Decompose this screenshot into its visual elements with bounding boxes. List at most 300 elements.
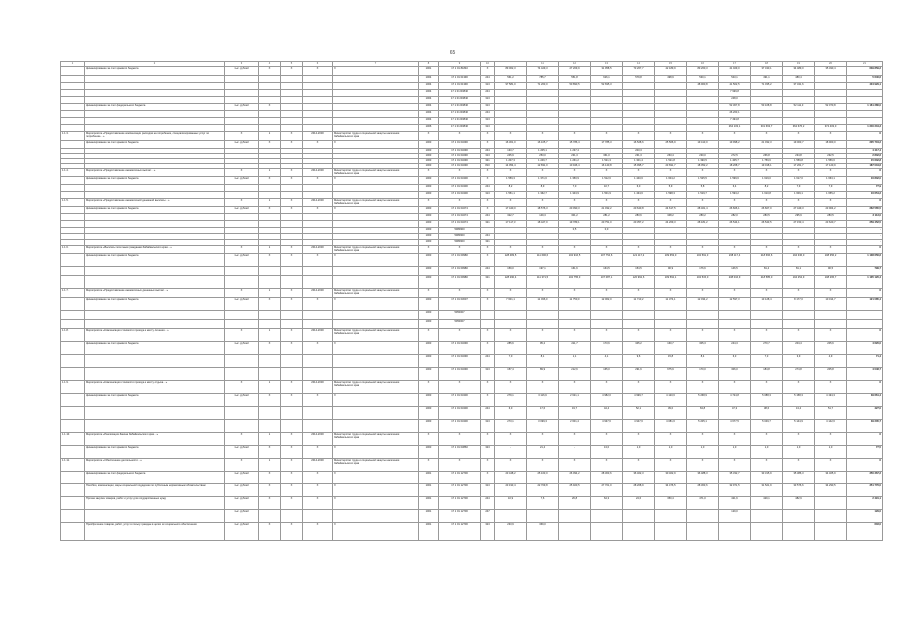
year-value-cell: Х <box>783 381 815 394</box>
period-cell: 2014-2030 <box>303 381 333 394</box>
unit-cell <box>225 311 259 320</box>
item-number-cell <box>61 90 85 97</box>
section-code-cell: 1003 <box>419 240 439 246</box>
total-cell: 1 105 120,4 <box>847 276 883 289</box>
total-cell: - <box>847 228 883 234</box>
year-value-cell <box>783 523 815 541</box>
year-value-cell: 204,4 <box>783 342 815 355</box>
column-number-cell: 3 <box>225 62 259 67</box>
year-value-cell: Х <box>495 459 527 472</box>
year-value-cell: 10,7 <box>591 185 623 192</box>
col4-cell <box>259 214 281 221</box>
total-cell: - <box>847 234 883 240</box>
year-value-cell: Х <box>655 246 687 254</box>
unit-cell: тыс. рублей <box>225 394 259 407</box>
year-value-cell <box>623 320 655 329</box>
year-value-cell: Х <box>719 132 751 141</box>
target-code-cell: 17 1 01 12700 <box>439 472 481 484</box>
expense-code-cell: 244 <box>481 149 495 154</box>
year-value-cell: Х <box>751 169 783 177</box>
item-number-cell <box>61 111 85 118</box>
col4-cell: 1 <box>259 381 281 394</box>
year-value-cell: 8,9 <box>527 185 559 192</box>
year-value-cell: Х <box>623 169 655 177</box>
year-value-cell <box>527 311 559 320</box>
section-code-cell: 1004 <box>419 90 439 97</box>
year-value-cell <box>495 510 527 523</box>
total-cell: 2 832,6 <box>847 154 883 159</box>
year-value-cell: Х <box>527 169 559 177</box>
year-value-cell: 17 440,0 <box>495 207 527 214</box>
year-value-cell <box>527 90 559 97</box>
year-value-cell <box>623 118 655 125</box>
year-value-cell: Х <box>623 132 655 141</box>
year-value-cell <box>783 320 815 329</box>
year-value-cell: 482,9 <box>783 497 815 510</box>
section-code-cell: 1004 <box>419 76 439 83</box>
expense-code-cell: Х <box>481 342 495 355</box>
item-number-cell <box>61 298 85 311</box>
year-value-cell <box>591 90 623 97</box>
year-value-cell: 203,3 <box>623 149 655 154</box>
year-value-cell: Х <box>719 329 751 342</box>
period-cell: 2014-2030 <box>303 199 333 207</box>
table-row <box>61 199 883 207</box>
target-code-cell: 17 1 01 03400 <box>439 407 481 420</box>
year-value-cell: Х <box>559 329 591 342</box>
year-value-cell: 6,0 <box>495 407 527 420</box>
year-value-cell: 31 958,5 <box>591 67 623 76</box>
col4-cell: 1 <box>259 199 281 207</box>
target-code-cell: 17 1 01 03400 <box>439 185 481 192</box>
year-value-cell: Х <box>719 381 751 394</box>
year-value-cell: Х <box>655 199 687 207</box>
year-value-cell: 5 158,3 <box>783 394 815 407</box>
year-value-cell: 149,3 <box>527 214 559 221</box>
description-cell <box>85 192 225 199</box>
total-cell: 1 108 656,6 <box>847 254 883 267</box>
total-cell <box>847 311 883 320</box>
year-value-cell: Х <box>815 433 847 446</box>
target-code-cell: Х <box>439 433 481 446</box>
target-code-cell: 5050007 <box>439 320 481 329</box>
expense-code-cell: Х <box>481 207 495 214</box>
col5-cell: Х <box>281 472 303 484</box>
year-value-cell <box>559 311 591 320</box>
unit-cell <box>225 97 259 104</box>
table-row <box>61 97 883 104</box>
year-value-cell: 4 999,7 <box>623 394 655 407</box>
item-number-cell <box>61 420 85 433</box>
year-value-cell: 21,4 <box>527 446 559 459</box>
period-cell: 2014-2030 <box>303 459 333 472</box>
table-row <box>61 90 883 97</box>
col4-cell <box>259 311 281 320</box>
description-cell: финансирование за счет краевого бюджета <box>85 67 225 76</box>
expense-code-cell: Х <box>481 246 495 254</box>
year-value-cell: 159,0 <box>495 267 527 276</box>
year-value-cell: Х <box>751 246 783 254</box>
year-value-cell: 26,8 <box>559 497 591 510</box>
table-row <box>61 254 883 267</box>
year-value-cell <box>591 311 623 320</box>
year-value-cell: 18 900,0 <box>815 141 847 149</box>
item-number-cell: 1.1.6. <box>61 246 85 254</box>
expense-code-cell: 313 <box>481 192 495 199</box>
section-code-cell: Х <box>419 433 439 446</box>
year-value-cell: 283,6 <box>623 214 655 221</box>
target-code-cell: 5050007 <box>439 311 481 320</box>
section-code-cell: 1003 <box>419 177 439 185</box>
expense-code-cell: 313 <box>481 368 495 381</box>
year-value-cell: 20 090,3 <box>559 207 591 214</box>
section-code-cell: 1003 <box>419 154 439 159</box>
total-cell: 4 620,0 <box>847 342 883 355</box>
year-value-cell: 491,1 <box>751 76 783 83</box>
total-cell: 427,0 <box>847 407 883 420</box>
year-value-cell: 102 916,5 <box>559 254 591 267</box>
period-cell <box>303 118 333 125</box>
year-value-cell: 1 512,6 <box>591 177 623 185</box>
expense-code-cell: Х <box>481 199 495 207</box>
expense-code-cell: 247 <box>481 510 495 523</box>
responsible-cell <box>333 90 419 97</box>
year-value-cell: 305,3 <box>687 342 719 355</box>
year-value-cell: 20 640,8 <box>623 207 655 214</box>
description-cell <box>85 125 225 132</box>
year-value-cell: 37 430,1 <box>751 67 783 76</box>
year-value-cell <box>591 118 623 125</box>
period-cell: Х <box>303 523 333 541</box>
year-value-cell: 64,3 <box>591 497 623 510</box>
column-number-cell: 17 <box>719 62 751 67</box>
year-value-cell: 89,9 <box>527 368 559 381</box>
year-value-cell: 133,7 <box>495 149 527 154</box>
year-value-cell: 350,4 <box>655 497 687 510</box>
section-code-cell: 1004 <box>419 83 439 90</box>
year-value-cell: 626,1 <box>591 76 623 83</box>
period-cell: Х <box>303 484 333 497</box>
year-value-cell: 12 831,0 <box>527 164 559 169</box>
target-code-cell: 17 1 01 03290 <box>439 154 481 159</box>
item-number-cell <box>61 104 85 111</box>
target-code-cell: 17 1 01 12700 <box>439 523 481 541</box>
responsible-cell: Министерство труда и социальной защиты населения Забайкальского края <box>333 381 419 394</box>
table-row <box>61 221 883 228</box>
period-cell: Х <box>303 207 333 214</box>
year-value-cell <box>815 497 847 510</box>
item-number-cell <box>61 320 85 329</box>
year-value-cell: 90,9 <box>655 267 687 276</box>
unit-cell: Х <box>225 381 259 394</box>
year-value-cell <box>559 104 591 111</box>
item-number-cell: 1.1.9. <box>61 381 85 394</box>
year-value-cell: Х <box>751 329 783 342</box>
table-row <box>61 510 883 523</box>
table-row <box>61 207 883 214</box>
year-value-cell <box>783 90 815 97</box>
responsible-cell: Х <box>333 497 419 510</box>
target-code-cell: 17 1 01 03290 <box>439 149 481 154</box>
table-row <box>61 342 883 355</box>
unit-cell: тыс. рублей <box>225 342 259 355</box>
section-code-cell: 1003 <box>419 342 439 355</box>
year-value-cell: 1 609,1 <box>783 192 815 199</box>
year-value-cell: 230,0 <box>687 154 719 159</box>
unit-cell <box>225 221 259 228</box>
year-value-cell: Х <box>719 169 751 177</box>
budget-table <box>60 61 883 541</box>
year-value-cell: 1 261,2 <box>559 159 591 164</box>
year-value-cell: 194 336,0 <box>783 254 815 267</box>
year-value-cell: 282,0 <box>719 214 751 221</box>
responsible-cell: Х <box>333 523 419 541</box>
year-value-cell: 95,2 <box>527 342 559 355</box>
year-value-cell: 4 947,6 <box>623 420 655 433</box>
year-value-cell: 274,8 <box>783 368 815 381</box>
year-value-cell: 348,2 <box>655 214 687 221</box>
year-value-cell: 5 205,1 <box>687 420 719 433</box>
year-value-cell: 421,6 <box>719 497 751 510</box>
year-value-cell: 108 265,7 <box>815 276 847 289</box>
period-cell <box>303 320 333 329</box>
year-value-cell: 71 263,0 <box>527 83 559 90</box>
unit-cell <box>225 83 259 90</box>
year-value-cell <box>591 320 623 329</box>
year-value-cell: 52 307,8 <box>719 104 751 111</box>
table-row <box>61 497 883 510</box>
year-value-cell: 23 448,2 <box>495 472 527 484</box>
target-code-cell: 17 1 01 03860 <box>439 446 481 459</box>
total-cell: 262 565,5 <box>847 207 883 214</box>
description-cell: Мероприятие «Предоставление ежемесячных денежных выплат…» <box>85 289 225 298</box>
year-value-cell: 1 246,7 <box>527 159 559 164</box>
total-cell: 187 034,6 <box>847 164 883 169</box>
responsible-cell <box>333 368 419 381</box>
year-value-cell: 1,0 <box>815 446 847 459</box>
year-value-cell: 32 971,5 <box>719 484 751 497</box>
table-row <box>61 169 883 177</box>
unit-cell: тыс. рублей <box>225 177 259 185</box>
unit-cell <box>225 267 259 276</box>
year-value-cell: 31 521,9 <box>751 484 783 497</box>
year-value-cell: 33 315,9 <box>751 472 783 484</box>
column-number-cell: 21 <box>847 62 883 67</box>
col4-cell <box>259 368 281 381</box>
year-value-cell: Х <box>591 433 623 446</box>
year-value-cell: 7,9 <box>783 185 815 192</box>
year-value-cell <box>687 111 719 118</box>
year-value-cell <box>495 111 527 118</box>
year-value-cell: Х <box>783 169 815 177</box>
year-value-cell: 19,7 <box>559 407 591 420</box>
year-value-cell: 44,4 <box>591 407 623 420</box>
expense-code-cell: Х <box>481 394 495 407</box>
item-number-cell <box>61 67 85 76</box>
responsible-cell <box>333 125 419 132</box>
expense-code-cell <box>481 311 495 320</box>
year-value-cell: 25 163,0 <box>527 472 559 484</box>
period-cell: Х <box>303 254 333 267</box>
year-value-cell: 102 515,0 <box>687 276 719 289</box>
table-row <box>61 132 883 141</box>
year-value-cell: 26 543,5 <box>751 221 783 228</box>
year-value-cell <box>527 97 559 104</box>
item-number-cell <box>61 97 85 104</box>
responsible-cell <box>333 355 419 368</box>
year-value-cell: 173,6 <box>591 342 623 355</box>
description-cell <box>85 276 225 289</box>
description-cell: Мероприятие «Предоставление ежемесячной денежной выплаты…» <box>85 199 225 207</box>
total-cell: Х <box>847 199 883 207</box>
year-value-cell: 23 691,7 <box>655 164 687 169</box>
year-value-cell: Х <box>623 381 655 394</box>
year-value-cell: 322,7 <box>495 214 527 221</box>
col5-cell <box>281 320 303 329</box>
year-value-cell <box>687 311 719 320</box>
section-code-cell: 1003 <box>419 185 439 192</box>
col4-cell <box>259 267 281 276</box>
year-value-cell: 0,5 <box>559 228 591 234</box>
unit-cell <box>225 420 259 433</box>
item-number-cell <box>61 76 85 83</box>
year-value-cell: 51,7 <box>815 407 847 420</box>
expense-code-cell: Х <box>481 381 495 394</box>
unit-cell: Х <box>225 329 259 342</box>
year-value-cell: 37 341,6 <box>783 83 815 90</box>
year-value-cell: 1 205,1 <box>527 149 559 154</box>
target-code-cell: 17 1 01 01390 <box>439 83 481 90</box>
col5-cell: Х <box>281 141 303 149</box>
year-value-cell <box>591 510 623 523</box>
year-value-cell: Х <box>655 169 687 177</box>
section-code-cell: 1003 <box>419 298 439 311</box>
description-cell <box>85 368 225 381</box>
year-value-cell <box>527 125 559 132</box>
responsible-cell <box>333 510 419 523</box>
total-cell: 5 646,6 <box>847 76 883 83</box>
year-value-cell: Х <box>815 246 847 254</box>
section-code-cell: 1003 <box>419 320 439 329</box>
col4-cell <box>259 76 281 83</box>
item-number-cell <box>61 141 85 149</box>
period-cell: Х <box>303 67 333 76</box>
period-cell <box>303 83 333 90</box>
target-code-cell: 5080900 <box>439 228 481 234</box>
unit-cell <box>225 76 259 83</box>
expense-code-cell: 244 <box>481 185 495 192</box>
year-value-cell: 7,3 <box>751 355 783 368</box>
column-number-cell: 5 <box>281 62 303 67</box>
year-value-cell <box>655 111 687 118</box>
target-code-cell: 17 1 01 R0840 <box>439 111 481 118</box>
item-number-cell <box>61 446 85 459</box>
year-value-cell: 34 489,0 <box>783 67 815 76</box>
description-cell <box>85 320 225 329</box>
expense-code-cell: 313 <box>481 83 495 90</box>
year-value-cell <box>815 111 847 118</box>
item-number-cell <box>61 368 85 381</box>
year-value-cell: Х <box>687 132 719 141</box>
col5-cell: Х <box>281 177 303 185</box>
description-cell <box>85 111 225 118</box>
year-value-cell: 1 371,6 <box>527 177 559 185</box>
col4-cell: 1 <box>259 329 281 342</box>
year-value-cell: 20 357,2 <box>623 221 655 228</box>
year-value-cell: 211,7 <box>559 342 591 355</box>
expense-code-cell: 323 <box>481 523 495 541</box>
total-cell: 205 704,2 <box>847 141 883 149</box>
item-number-cell <box>61 472 85 484</box>
item-number-cell: 1.1.7. <box>61 289 85 298</box>
year-value-cell: 102 591,3 <box>687 254 719 267</box>
year-value-cell: 301,2 <box>559 214 591 221</box>
table-row <box>61 407 883 420</box>
year-value-cell: 164,5 <box>591 267 623 276</box>
table-row <box>61 125 883 132</box>
expense-code-cell: Х <box>481 254 495 267</box>
unit-cell <box>225 368 259 381</box>
year-value-cell: 35 332,7 <box>719 472 751 484</box>
year-value-cell <box>527 111 559 118</box>
year-value-cell: 1,0 <box>719 446 751 459</box>
year-value-cell: Х <box>751 132 783 141</box>
total-cell: Х <box>847 289 883 298</box>
year-value-cell: 4 937,6 <box>591 420 623 433</box>
unit-cell <box>225 214 259 221</box>
year-value-cell <box>751 320 783 329</box>
year-value-cell: 26 827,0 <box>751 207 783 214</box>
year-value-cell: 38,6 <box>751 407 783 420</box>
year-value-cell: 52 695,3 <box>591 83 623 90</box>
table-row <box>61 67 883 76</box>
year-value-cell <box>783 311 815 320</box>
year-value-cell: 19 789,1 <box>559 221 591 228</box>
responsible-cell: Х <box>333 207 419 214</box>
year-value-cell: Х <box>591 459 623 472</box>
year-value-cell: 3,9 <box>783 355 815 368</box>
col5-cell: Х <box>281 67 303 76</box>
responsible-cell <box>333 192 419 199</box>
year-value-cell: 266,8 <box>751 154 783 159</box>
total-cell: Х <box>847 381 883 394</box>
year-value-cell: 5 268,9 <box>687 394 719 407</box>
year-value-cell <box>623 83 655 90</box>
column-number-cell: 4 <box>259 62 281 67</box>
year-value-cell: Х <box>815 169 847 177</box>
period-cell: Х <box>303 141 333 149</box>
year-value-cell: Х <box>559 381 591 394</box>
year-value-cell: Х <box>591 289 623 298</box>
table-row <box>61 246 883 254</box>
year-value-cell: 253,0 <box>527 154 559 159</box>
target-code-cell: 17 1 01 03400 <box>439 192 481 199</box>
year-value-cell: 18 052,2 <box>687 164 719 169</box>
year-value-cell <box>591 111 623 118</box>
col4-cell: Х <box>259 104 281 111</box>
year-value-cell: Х <box>783 199 815 207</box>
description-cell <box>85 90 225 97</box>
col5-cell <box>281 355 303 368</box>
unit-cell: тыс. рублей <box>225 298 259 311</box>
year-value-cell: 27 701,0 <box>591 484 623 497</box>
total-cell <box>847 320 883 329</box>
year-value-cell: Х <box>495 199 527 207</box>
responsible-cell <box>333 214 419 221</box>
col4-cell: Х <box>259 254 281 267</box>
year-value-cell: 1 519,7 <box>687 192 719 199</box>
total-cell: 639 859,2 <box>847 67 883 76</box>
